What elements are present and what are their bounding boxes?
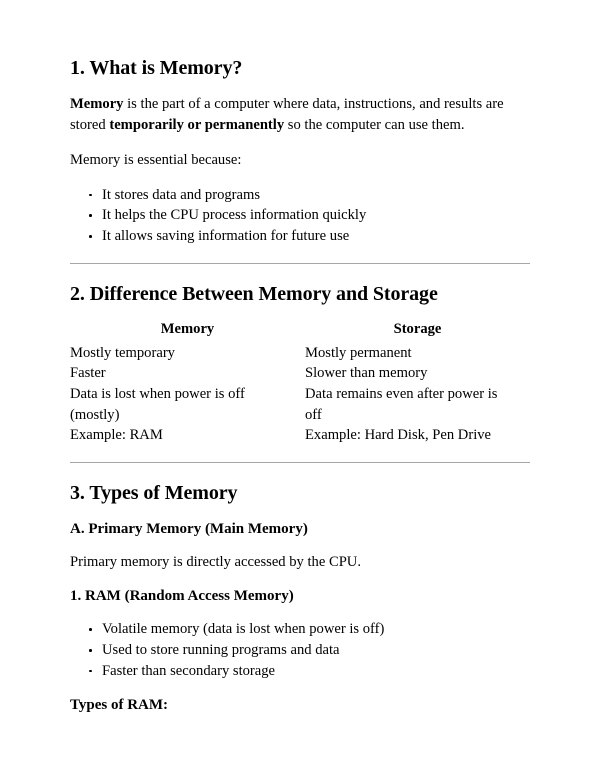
list-item: It helps the CPU process information quickly	[102, 205, 530, 226]
subheading-primary-memory: A. Primary Memory (Main Memory)	[70, 520, 308, 537]
intro-text-post: so the computer can use them.	[284, 117, 465, 134]
table-cell: Data is lost when power is off (mostly)	[70, 385, 245, 423]
table-cell: Data remains even after power is off	[305, 385, 498, 423]
subheading-types-of-ram: Types of RAM:	[70, 696, 169, 713]
table-cell: Slower than memory	[305, 365, 428, 382]
memory-essential-lead-in: Memory is essential because:	[70, 151, 242, 168]
table-cell: Example: Hard Disk, Pen Drive	[305, 427, 492, 444]
section-divider-2	[70, 462, 530, 463]
table-header-row	[70, 321, 530, 343]
intro-bold-temporarily-permanently: temporarily or permanently	[109, 117, 285, 134]
list-item: Faster than secondary storage	[102, 661, 530, 682]
memory-essential-list	[70, 185, 530, 248]
table-cell: Mostly temporary	[70, 344, 175, 361]
table-column-header-memory: Memory	[160, 320, 215, 337]
table-row	[70, 363, 530, 384]
section-divider-1	[70, 263, 530, 264]
primary-memory-paragraph: Primary memory is directly accessed by the CPU.	[70, 554, 361, 570]
intro-paragraph	[70, 94, 530, 135]
intro-bold-memory: Memory	[70, 96, 124, 113]
table-cell: Mostly permanent	[305, 344, 412, 361]
comparison-table	[70, 321, 530, 447]
table-row	[70, 343, 530, 364]
section-what-is-memory	[70, 56, 530, 247]
table-column-header-storage: Storage	[393, 320, 442, 337]
ram-feature-list	[70, 619, 530, 682]
list-item: It allows saving information for future use	[102, 226, 530, 247]
table-cell: Example: RAM	[70, 427, 163, 444]
table-cell: Faster	[70, 365, 106, 382]
document-body	[70, 0, 530, 715]
table-row	[70, 425, 530, 446]
list-item: It stores data and programs	[102, 185, 530, 206]
section-heading-1: 1. What is Memory?	[70, 57, 243, 79]
list-item: Volatile memory (data is lost when power is off)	[102, 619, 530, 640]
section-difference-memory-storage	[70, 282, 530, 446]
subheading-ram: 1. RAM (Random Access Memory)	[70, 587, 294, 604]
list-item: Used to store running programs and data	[102, 640, 530, 661]
table-row	[70, 384, 530, 425]
section-heading-2: 2. Difference Between Memory and Storage	[70, 283, 438, 306]
section-types-of-memory	[70, 481, 530, 715]
intro-text-mid: is the part of a computer where data, instructions, and results are stored	[70, 96, 504, 134]
section-heading-3: 3. Types of Memory	[70, 482, 238, 505]
